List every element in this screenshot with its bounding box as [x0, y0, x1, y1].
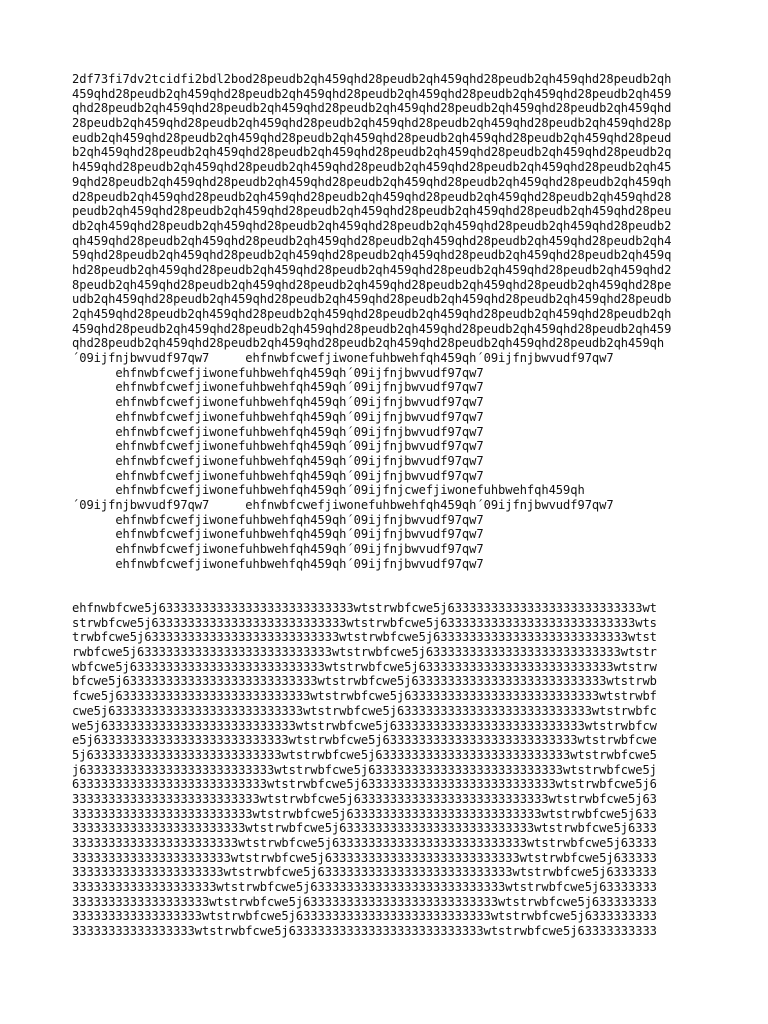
text-line: ´09ijfnjbwvudf97qw7 ehfnwbfcwefjiwonefuhbwehfqh459qh´09ijfnjbwvudf97qw7: [72, 351, 614, 366]
text-line: bfcwe5j633333333333333333333333333wtstrwbfcwe5j633333333333333333333333333wtstrwb: [72, 674, 657, 689]
text-line: 459qhd28peudb2qh459qhd28peudb2qh459qhd28peudb2qh459qhd28peudb2qh459qhd28peudb2qh459: [72, 321, 672, 336]
text-line: ehfnwbfcwefjiwonefuhbwehfqh459qh´09ijfnjbwvudf97qw7: [72, 365, 484, 380]
text-line: trwbfcwe5j633333333333333333333333333wtstrwbfcwe5j633333333333333333333333333wtst: [72, 630, 657, 645]
text-line: e5j633333333333333333333333333wtstrwbfcwe5j633333333333333333333333333wtstrwbfcwe: [72, 733, 657, 748]
text-line: ehfnwbfcwefjiwonefuhbwehfqh459qh´09ijfnjbwvudf97qw7: [72, 527, 484, 542]
text-line: ehfnwbfcwefjiwonefuhbwehfqh459qh´09ijfnjbwvudf97qw7: [72, 556, 484, 571]
text-line: eudb2qh459qhd28peudb2qh459qhd28peudb2qh459qhd28peudb2qh459qhd28peudb2qh459qhd28peud: [72, 130, 672, 145]
text-line: we5j633333333333333333333333333wtstrwbfcwe5j633333333333333333333333333wtstrwbfcw: [72, 718, 657, 733]
text-line: 5j633333333333333333333333333wtstrwbfcwe5j633333333333333333333333333wtstrwbfcwe5: [72, 747, 657, 762]
text-line: 33333333333333333333333333wtstrwbfcwe5j633333333333333333333333333wtstrwbfcwe5j63: [72, 791, 657, 806]
text-line: qhd28peudb2qh459qhd28peudb2qh459qhd28peudb2qh459qhd28peudb2qh459qhd28peudb2qh459qh: [72, 336, 665, 351]
text-line: ehfnwbfcwefjiwonefuhbwehfqh459qh´09ijfnjbwvudf97qw7: [72, 468, 484, 483]
text-line: fcwe5j633333333333333333333333333wtstrwbfcwe5j633333333333333333333333333wtstrwbf: [72, 689, 657, 704]
text-line: udb2qh459qhd28peudb2qh459qhd28peudb2qh459qhd28peudb2qh459qhd28peudb2qh459qhd28peudb: [72, 292, 672, 307]
text-line: 333333333333333333333wtstrwbfcwe5j633333333333333333333333333wtstrwbfcwe5j6333333: [72, 865, 657, 880]
text-line: 33333333333333333333wtstrwbfcwe5j633333333333333333333333333wtstrwbfcwe5j63333333: [72, 880, 657, 895]
text-line: ehfnwbfcwefjiwonefuhbwehfqh459qh´09ijfnjcwefjiwonefuhbwehfqh459qh: [72, 483, 585, 498]
text-line: rwbfcwe5j633333333333333333333333333wtstrwbfcwe5j633333333333333333333333333wtstr: [72, 645, 657, 660]
text-line: h459qhd28peudb2qh459qhd28peudb2qh459qhd28peudb2qh459qhd28peudb2qh459qhd28peudb2qh45: [72, 160, 672, 175]
text-line: 2qh459qhd28peudb2qh459qhd28peudb2qh459qhd28peudb2qh459qhd28peudb2qh459qhd28peudb2qh: [72, 307, 672, 321]
text-line: 59qhd28peudb2qh459qhd28peudb2qh459qhd28peudb2qh459qhd28peudb2qh459qhd28peudb2qh459q: [72, 248, 672, 263]
text-line: j633333333333333333333333333wtstrwbfcwe5j633333333333333333333333333wtstrwbfcwe5j: [72, 762, 657, 777]
text-block-hashes: [72, 72, 712, 571]
text-line: d28peudb2qh459qhd28peudb2qh459qhd28peudb2qh459qhd28peudb2qh459qhd28peudb2qh459qhd28: [72, 189, 672, 204]
text-line: ehfnwbfcwefjiwonefuhbwehfqh459qh´09ijfnjbwvudf97qw7: [72, 424, 484, 439]
text-line: cwe5j633333333333333333333333333wtstrwbfcwe5j633333333333333333333333333wtstrwbfc: [72, 703, 657, 718]
text-line: 333333333333333333wtstrwbfcwe5j633333333333333333333333333wtstrwbfcwe5j6333333333: [72, 909, 657, 924]
text-line: qh459qhd28peudb2qh459qhd28peudb2qh459qhd28peudb2qh459qhd28peudb2qh459qhd28peudb2qh4: [72, 233, 672, 248]
text-line: ehfnwbfcwe5j633333333333333333333333333wtstrwbfcwe5j633333333333333333333333333wt: [72, 601, 657, 615]
text-line: wbfcwe5j633333333333333333333333333wtstrwbfcwe5j633333333333333333333333333wtstrw: [72, 659, 657, 674]
text-line: ehfnwbfcwefjiwonefuhbwehfqh459qh´09ijfnjbwvudf97qw7: [72, 453, 484, 468]
text-line: ehfnwbfcwefjiwonefuhbwehfqh459qh´09ijfnjbwvudf97qw7: [72, 380, 484, 395]
text-line: ´09ijfnjbwvudf97qw7 ehfnwbfcwefjiwonefuhbwehfqh459qh´09ijfnjbwvudf97qw7: [72, 497, 614, 512]
text-line: hd28peudb2qh459qhd28peudb2qh459qhd28peudb2qh459qhd28peudb2qh459qhd28peudb2qh459qhd2: [72, 262, 672, 277]
text-line: qhd28peudb2qh459qhd28peudb2qh459qhd28peudb2qh459qhd28peudb2qh459qhd28peudb2qh459qhd: [72, 101, 672, 116]
text-line: ehfnwbfcwefjiwonefuhbwehfqh459qh´09ijfnjbwvudf97qw7: [72, 542, 484, 556]
text-line: peudb2qh459qhd28peudb2qh459qhd28peudb2qh459qhd28peudb2qh459qhd28peudb2qh459qhd28peu: [72, 204, 672, 219]
text-line: 633333333333333333333333333wtstrwbfcwe5j633333333333333333333333333wtstrwbfcwe5j6: [72, 777, 657, 792]
text-line: ehfnwbfcwefjiwonefuhbwehfqh459qh´09ijfnjbwvudf97qw7: [72, 439, 484, 454]
text-line: 8peudb2qh459qhd28peudb2qh459qhd28peudb2qh459qhd28peudb2qh459qhd28peudb2qh459qhd28pe: [72, 277, 672, 292]
text-line: b2qh459qhd28peudb2qh459qhd28peudb2qh459qhd28peudb2qh459qhd28peudb2qh459qhd28peudb2q: [72, 145, 672, 160]
text-line: 333333333333333333333333wtstrwbfcwe5j633333333333333333333333333wtstrwbfcwe5j6333: [72, 821, 657, 836]
text-line: 28peudb2qh459qhd28peudb2qh459qhd28peudb2qh459qhd28peudb2qh459qhd28peudb2qh459qhd28p: [72, 116, 672, 131]
text-line: 3333333333333333333333333wtstrwbfcwe5j633333333333333333333333333wtstrwbfcwe5j633: [72, 806, 657, 821]
text-line: 3333333333333333333wtstrwbfcwe5j633333333333333333333333333wtstrwbfcwe5j633333333: [72, 894, 657, 909]
text-line: db2qh459qhd28peudb2qh459qhd28peudb2qh459qhd28peudb2qh459qhd28peudb2qh459qhd28peudb2: [72, 218, 672, 233]
text-line: 33333333333333333333333wtstrwbfcwe5j633333333333333333333333333wtstrwbfcwe5j63333: [72, 836, 657, 850]
text-block-repeated: [72, 601, 712, 939]
text-line: 2df73fi7dv2tcidfi2bdl2bod28peudb2qh459qhd28peudb2qh459qhd28peudb2qh459qhd28peudb2qh: [72, 72, 672, 86]
text-line: 9qhd28peudb2qh459qhd28peudb2qh459qhd28peudb2qh459qhd28peudb2qh459qhd28peudb2qh459qh: [72, 174, 672, 189]
text-line: ehfnwbfcwefjiwonefuhbwehfqh459qh´09ijfnjbwvudf97qw7: [72, 395, 484, 410]
text-line: ehfnwbfcwefjiwonefuhbwehfqh459qh´09ijfnjbwvudf97qw7: [72, 512, 484, 527]
text-line: strwbfcwe5j633333333333333333333333333wtstrwbfcwe5j633333333333333333333333333wts: [72, 615, 657, 630]
text-line: ehfnwbfcwefjiwonefuhbwehfqh459qh´09ijfnjbwvudf97qw7: [72, 409, 484, 424]
text-line: 459qhd28peudb2qh459qhd28peudb2qh459qhd28peudb2qh459qhd28peudb2qh459qhd28peudb2qh459: [72, 86, 672, 101]
text-line: 33333333333333333wtstrwbfcwe5j633333333333333333333333333wtstrwbfcwe5j63333333333: [72, 924, 657, 939]
text-line: 3333333333333333333333wtstrwbfcwe5j633333333333333333333333333wtstrwbfcwe5j633333: [72, 850, 657, 865]
